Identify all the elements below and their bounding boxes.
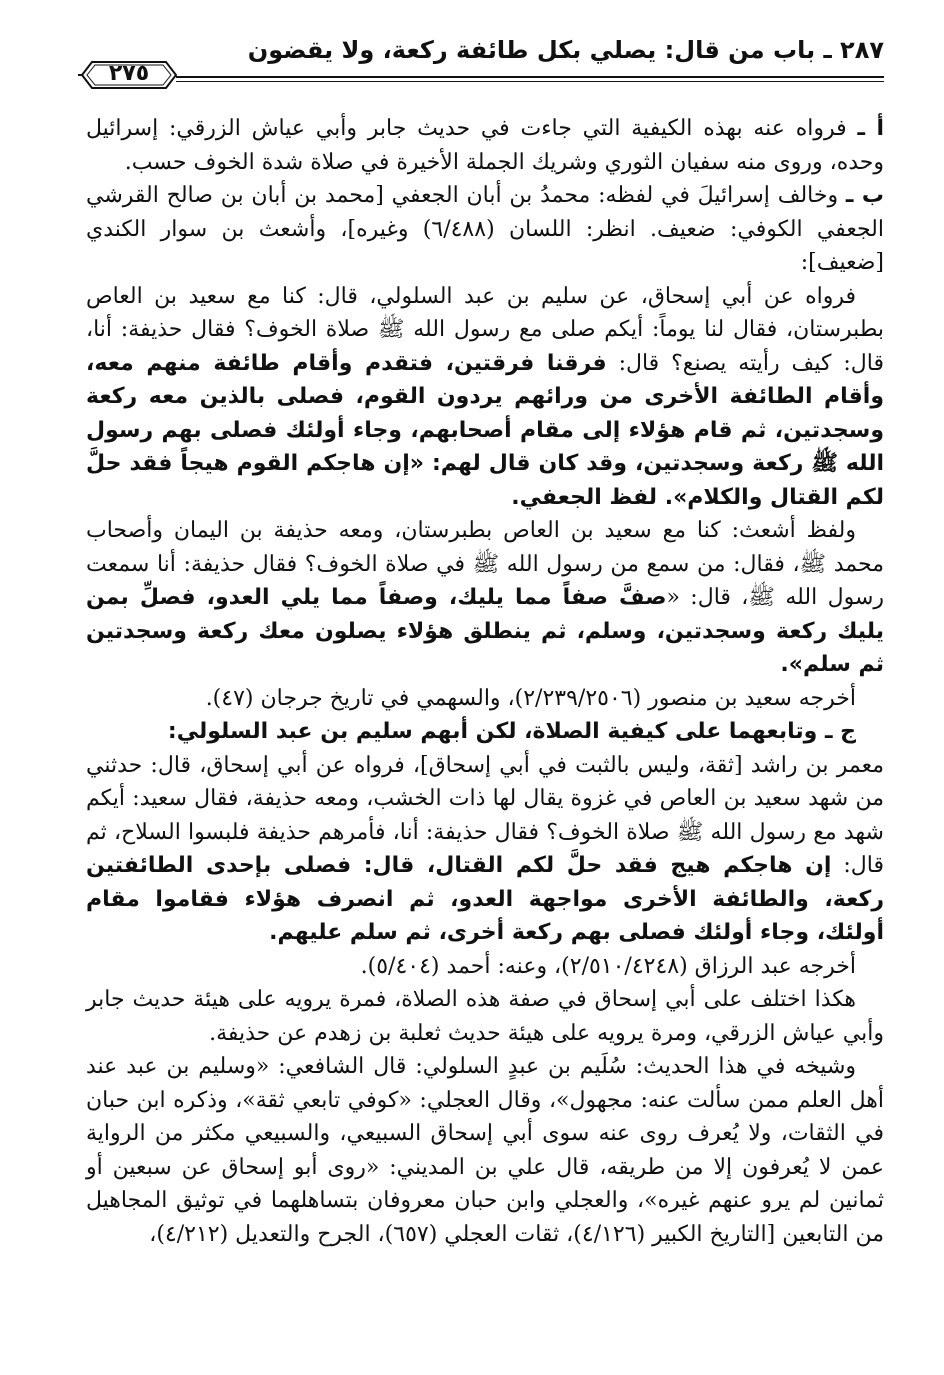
page-header	[86, 34, 884, 94]
paragraph-text: فرواه عن أبي إسحاق، عن سليم بن عبد السلولي، قال: كنا مع سعيد بن العاص بطبرستان، فقال لنا يوماً: أيكم صلى مع رسول الله ﷺ صلاة الخوف؟ فقال حذيفة: أنا، قال: كيف رأيته يصنع؟ قال:	[86, 283, 884, 376]
paragraph-text: معمر بن راشد [ثقة، وليس بالثبت في أبي إسحاق]، فرواه عن أبي إسحاق، قال: حدثني من شهد سعيد بن العاص في غزوة يقال لها ذات الخشب، ومعه حذيفة، فقال سعيد: أيكم شهد مع رسول الله ﷺ صلاة الخوف؟ فقال حذيفة: أنا، فأمرهم حذيفة فلبسوا السلاح، ثم قال:	[86, 752, 884, 878]
paragraph-narrator-note: وشيخه في هذا الحديث: سُلَيم بن عبدٍ السلولي: قال الشافعي: «وسليم بن عبد عند أهل العلم ممن سألت عنه: مجهول»، وقال العجلي: «كوفي تابعي ثقة»، وذكره ابن حبان في الثقات، ولا يُعرف روى عنه سوى أبي إسحاق السبيعي، والسبيعي مكثر من الرواية عمن لا يُعرفون إلا من طريقه، قال علي بن المديني: «روى أبو إسحاق عن سبعين أو ثمانين لم يرو عنهم غيره»، والعجلي وابن حبان معروفان بتساهلهما في توثيق المجاهيل من التابعين [التاريخ الكبير (٤/١٢٦)، ثقات العجلي (٦٥٧)، الجرح والتعديل (٤/٢١٢)،	[86, 1054, 884, 1247]
paragraph-narration-2	[86, 514, 884, 682]
paragraph-narration-3	[86, 749, 884, 950]
section-label: أ ـ	[857, 116, 884, 141]
page-number: ٢٧٥	[108, 61, 150, 86]
chapter-title: ٢٨٧ ـ باب من قال: يصلي بكل طائفة ركعة، ولا يقضون	[247, 36, 884, 64]
header-rule	[176, 76, 884, 82]
paragraph-citation-1: أخرجه سعيد بن منصور (٢/٢٣٩/٢٥٠٦)، والسهمي في تاريخ جرجان (٤٧).	[205, 685, 856, 711]
section-heading-bold: وتابعهما على كيفية الصلاة، لكن أبهم سليم بن عبد السلولي:	[167, 719, 825, 744]
section-label: ج ـ	[824, 719, 856, 744]
paragraph-b	[86, 179, 884, 280]
paragraph-narration-1	[86, 280, 884, 515]
paragraph-discussion: هكذا اختلف على أبي إسحاق في صفة هذه الصلاة، فمرة يرويه على هيئة حديث جابر وأبي عياش الزرقي، ومرة يرويه على هيئة حديث ثعلبة بن زهدم عن حذيفة.	[86, 987, 884, 1046]
section-label: ب ـ	[845, 183, 884, 208]
hadith-text-bold: فرقنا فرقتين، فتقدم وأقام طائفة منهم معه، وأقام الطائفة الأخرى من ورائهم يردون القوم، فصلى بالذين معه ركعة وسجدتين، ثم قام هؤلاء إلى مقام أصحابهم، وجاء أولئك فصلى بهم رسول الله ﷺ ركعة وسجدتين، وقد كان قال لهم: «إن هاجكم القوم هيجاً فقد حلَّ لكم القتال والكلام». لفظ الجعفي.	[86, 350, 884, 510]
paragraph-c	[86, 715, 884, 749]
paragraph-text: فرواه عنه بهذه الكيفية التي جاءت في حديث جابر وأبي عياش الزرقي: إسرائيل وحده، وروى منه سفيان الثوري وشريك الجملة الأخيرة في صلاة شدة الخوف حسب.	[86, 116, 884, 175]
paragraph-text: وخالف إسرائيلَ في لفظه: محمدُ بن أبان الجعفي [محمد بن أبان بن صالح القرشي الجعفي الكوفي: ضعيف. انظر: اللسان (٦/٤٨٨) وغيره]، وأشعث بن سوار الكندي [ضعيف]:	[86, 183, 884, 275]
paragraph-text: ولفظ أشعث: كنا مع سعيد بن العاص بطبرستان، ومعه حذيفة بن اليمان وأصحاب محمد ﷺ، فقال: من سمع من رسول الله ﷺ في صلاة الخوف؟ فقال حذيفة: أنا سمعت رسول الله ﷺ، قال: «	[86, 518, 884, 610]
page-number-badge	[78, 58, 180, 92]
paragraph-citation-2: أخرجه عبد الرزاق (٢/٥١٠/٤٢٤٨)، وعنه: أحمد (٥/٤٠٤).	[360, 953, 856, 979]
body-text	[86, 112, 884, 1251]
paragraph-a	[86, 112, 884, 179]
hadith-text-bold: صفَّ صفاً مما يليك، وصفاً مما يلي العدو، فصلِّ بمن يليك ركعة وسجدتين، وسلم، ثم ينطلق هؤلاء يصلون معك ركعة وسجدتين ثم سلم».	[86, 585, 884, 677]
hadith-text-bold: إن هاجكم هيج فقد حلَّ لكم القتال، قال: فصلى بإحدى الطائفتين ركعة، والطائفة الأخرى مواجهة العدو، ثم انصرف هؤلاء فقاموا مقام أولئك، وجاء أولئك فصلى بهم ركعة أخرى، ثم سلم عليهم.	[86, 853, 884, 945]
